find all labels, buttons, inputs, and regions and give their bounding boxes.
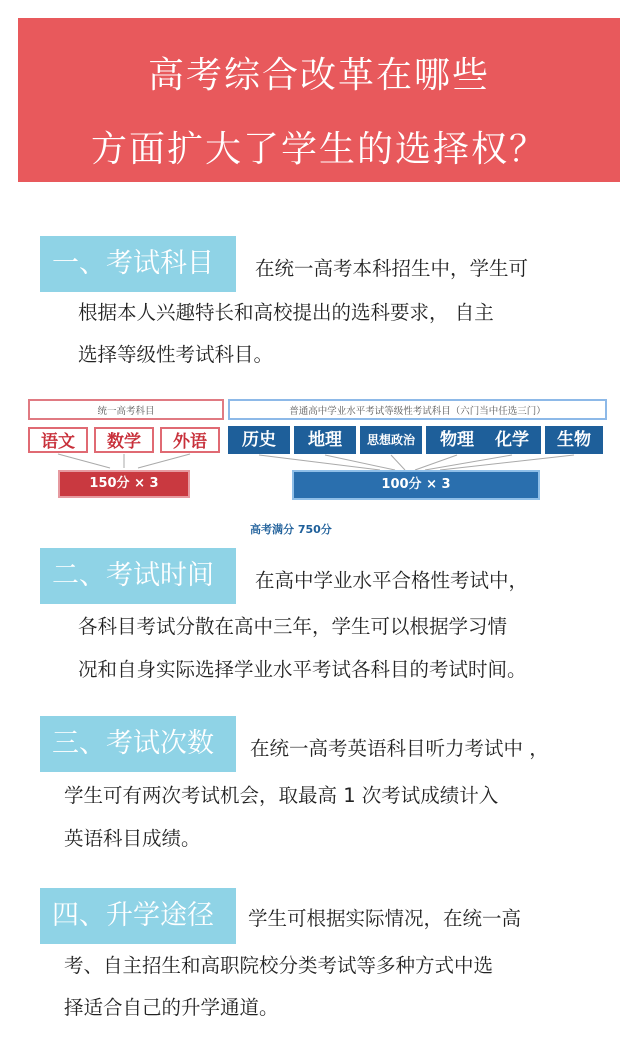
section-text-line: 选择等级性考试科目。 xyxy=(78,343,274,366)
unified-score-bar: 150分 × 3 xyxy=(58,470,190,498)
subject-physics: 物理 xyxy=(426,426,488,454)
section-tag-subjects: 一、考试科目 xyxy=(40,236,236,292)
section-text-line: 根据本人兴趣特长和高校提出的选科要求， 自主 xyxy=(78,301,494,324)
section-tag-pathways: 四、升学途径 xyxy=(40,888,236,944)
subject-math: 数学 xyxy=(94,427,154,453)
subject-biology: 生物 xyxy=(545,426,603,454)
section-text-line: 在统一高考英语科目听力考试中 ， xyxy=(250,737,549,760)
page-title-line1: 高考综合改革在哪些 xyxy=(147,55,490,96)
section-text-line: 在高中学业水平合格性考试中， xyxy=(255,569,529,592)
level-score-bar: 100分 × 3 xyxy=(292,470,540,500)
section-text-line: 考、自主招生和高职院校分类考试等多种方式中选 xyxy=(64,954,494,977)
section-text-line: 学生可根据实际情况，在统一高 xyxy=(248,907,522,930)
subject-history: 历史 xyxy=(228,426,290,454)
total-score-label: 高考满分 750分 xyxy=(250,523,332,536)
section-text-line: 学生可有两次考试机会，取最高 1 次考试成绩计入 xyxy=(64,784,499,807)
subject-chemistry: 化学 xyxy=(483,426,541,454)
page-title-line2: 方面扩大了学生的选择权？ xyxy=(90,129,547,170)
section-text-line: 况和自身实际选择学业水平考试各科目的考试时间。 xyxy=(78,658,527,681)
subject-chinese: 语文 xyxy=(28,427,88,453)
section-text-line: 英语科目成绩。 xyxy=(64,827,201,850)
subject-geography: 地理 xyxy=(294,426,356,454)
subject-foreign-language: 外语 xyxy=(160,427,220,453)
title-banner xyxy=(18,18,620,182)
section-tag-attempts: 三、考试次数 xyxy=(40,716,236,772)
level-header-label: 普通高中学业水平考试等级性考试科目（六门当中任选三门） xyxy=(289,406,546,417)
section-text-line: 在统一高考本科招生中，学生可 xyxy=(255,257,529,280)
section-text-line: 择适合自己的升学通道。 xyxy=(64,996,279,1019)
section-text-line: 各科目考试分散在高中三年，学生可以根据学习情 xyxy=(78,615,508,638)
section-tag-time: 二、考试时间 xyxy=(40,548,236,604)
level-header-box xyxy=(228,399,607,420)
unified-header-box xyxy=(28,399,224,420)
subject-politics: 思想政治 xyxy=(360,426,422,454)
unified-header-label: 统一高考科目 xyxy=(97,406,155,417)
